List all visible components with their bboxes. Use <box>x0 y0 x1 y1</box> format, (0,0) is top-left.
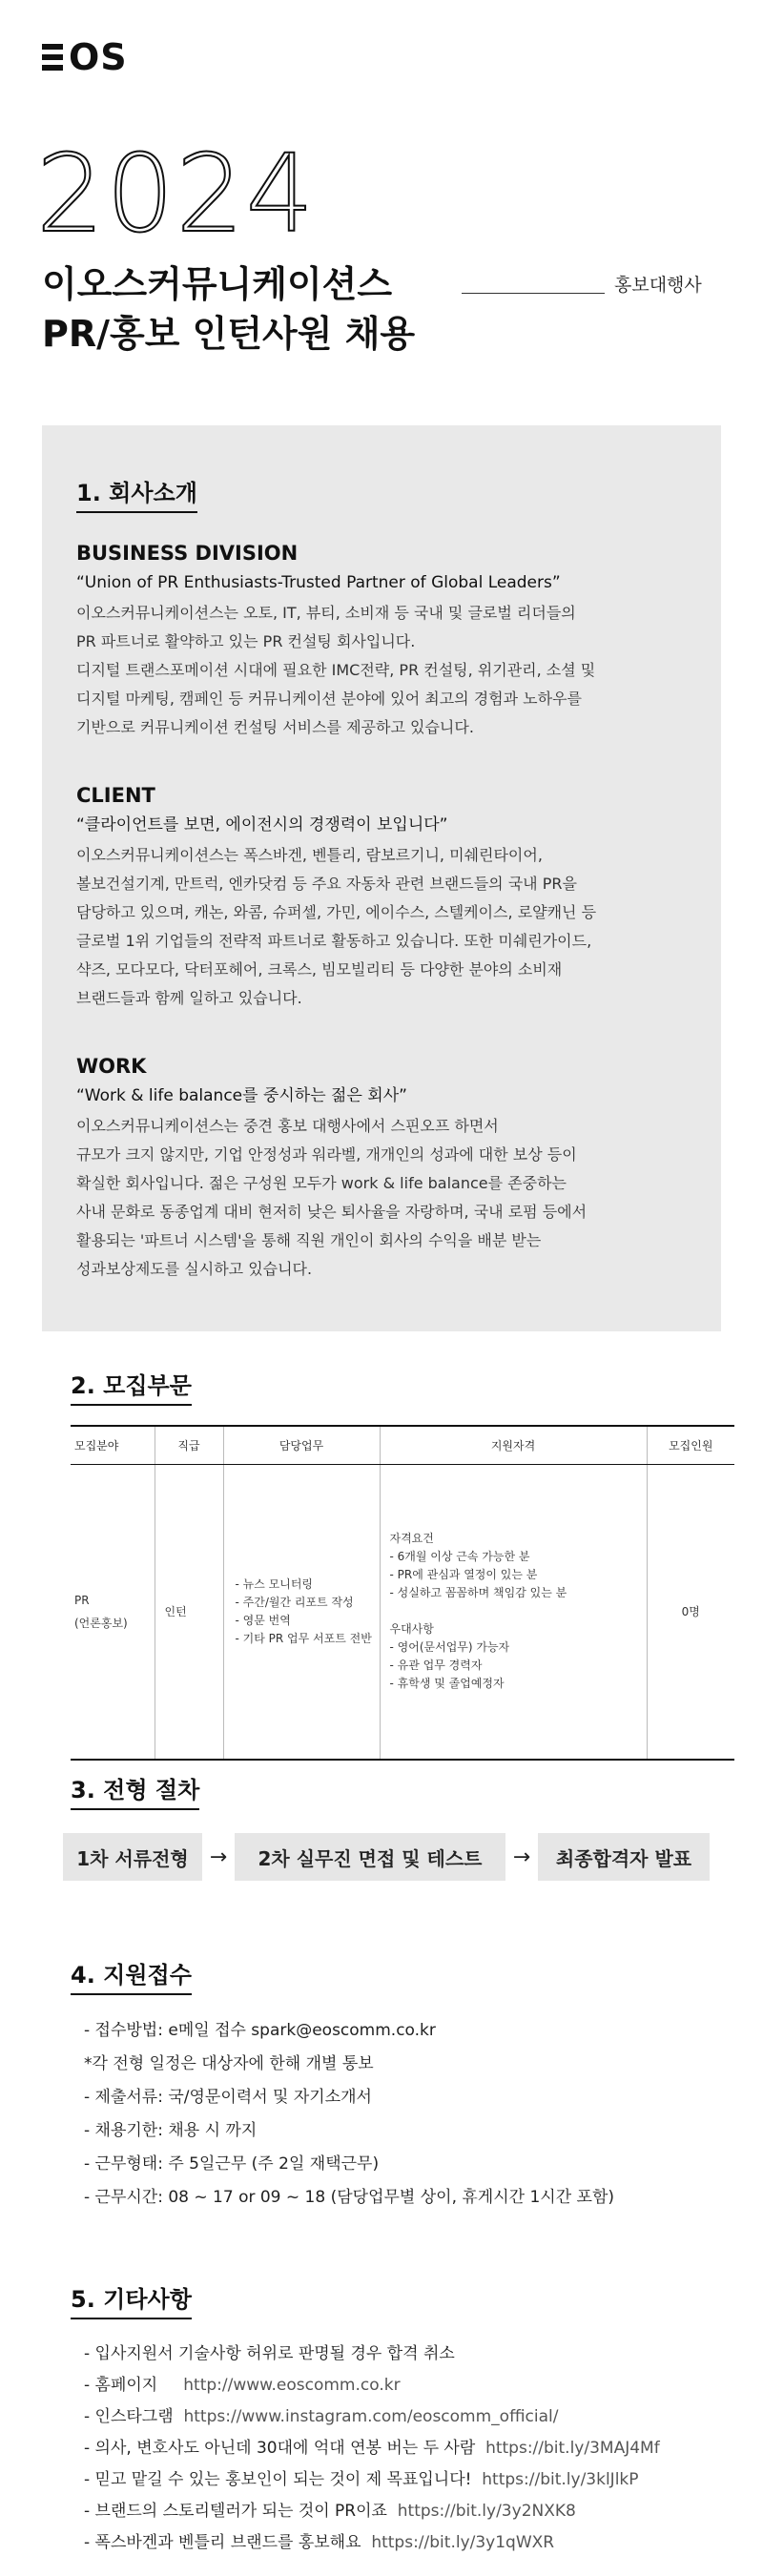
article-link[interactable]: https://bit.ly/3klJlkP <box>482 2470 639 2489</box>
instagram-link[interactable]: https://www.instagram.com/eoscomm_official/ <box>183 2407 559 2426</box>
page-title <box>42 259 415 359</box>
list-item <box>84 2496 660 2527</box>
pref-item: - 휴학생 및 졸업예정자 <box>389 1677 505 1691</box>
apply-work-type: - 근무형태: 주 5일근무 (주 2일 재택근무) <box>84 2154 380 2174</box>
apply-method: - 접수방법: e메일 접수 spark@eoscomm.co.kr <box>84 2021 436 2040</box>
article-link[interactable]: https://bit.ly/3y2NXK8 <box>397 2502 576 2521</box>
business-line: 디지털 마케팅, 캠페인 등 커뮤니케이션 분야에 있어 최고의 경험과 노하우를 <box>76 690 582 708</box>
client-line: 이오스커뮤니케이션스는 폭스바겐, 벤틀리, 람보르기니, 미쉐린타이어, <box>76 846 543 864</box>
work-line: 활용되는 '파트너 시스템'을 통해 직원 개인이 회사의 수익을 배분 받는 <box>76 1231 542 1249</box>
apply-work-hours: - 근무시간: 08 ~ 17 or 09 ~ 18 (담당업무별 상이, 휴게시간 1시간 포함) <box>84 2188 615 2207</box>
work-text <box>76 1112 683 1284</box>
qual-item: - PR에 관심과 열정이 있는 분 <box>389 1568 538 1582</box>
work-line: 규모가 크지 않지만, 기업 안정성과 워라벨, 개개인의 성과에 대한 보상 등이 <box>76 1145 577 1164</box>
section-title-recruit: 2. 모집부문 <box>71 1371 192 1406</box>
etc-text: - 홈페이지 <box>84 2376 158 2395</box>
apply-deadline: - 채용기한: 채용 시 까지 <box>84 2121 258 2140</box>
pref-item: - 유관 업무 경력자 <box>389 1659 483 1673</box>
recruit-table <box>71 1425 734 1761</box>
step-final-announcement: 최종합격자 발표 <box>538 1833 710 1881</box>
business-line: PR 파트너로 활약하고 있는 PR 컨설팅 회사입니다. <box>76 632 416 650</box>
work-line: 이오스커뮤니케이션스는 중견 홍보 대행사에서 스핀오프 하면서 <box>76 1117 499 1135</box>
pref-heading: 우대사항 <box>389 1622 434 1637</box>
business-line: 이오스커뮤니케이션스는 오토, IT, 뷰티, 소비재 등 국내 및 글로벌 리더들의 <box>76 604 576 622</box>
cell-count: 0명 <box>647 1464 734 1760</box>
client-line: 볼보건설기계, 만트럭, 엔카닷컴 등 주요 자동차 관련 브랜드들의 국내 PR을 <box>76 875 577 893</box>
work-heading: WORK <box>76 1055 147 1078</box>
column-header: 모집인원 <box>647 1426 734 1464</box>
pref-item: - 영어(문서업무) 가능자 <box>389 1640 510 1655</box>
work-line: 사내 문화로 동종업계 대비 현저히 낮은 퇴사율을 자랑하며, 국내 로펌 등에서 <box>76 1203 588 1221</box>
eos-logo <box>42 38 128 76</box>
etc-text: - 믿고 맡길 수 있는 홍보인이 되는 것이 제 목표입니다! <box>84 2470 472 2489</box>
work-line: 성과보상제도를 실시하고 있습니다. <box>76 1260 313 1278</box>
step-interview-test: 2차 실무진 면접 및 테스트 <box>235 1833 505 1881</box>
duty-item: - 뉴스 모니터링 <box>235 1577 314 1591</box>
arrow-right-icon: → <box>209 1844 228 1869</box>
company-intro-section <box>42 425 721 1331</box>
etc-text: - 입사지원서 기술사항 허위로 판명될 경우 합격 취소 <box>84 2344 455 2363</box>
qual-item: - 성실하고 꼼꼼하며 책임감 있는 분 <box>389 1586 567 1600</box>
list-item <box>84 2433 660 2464</box>
column-header: 지원자격 <box>380 1426 647 1464</box>
client-line: 담당하고 있으며, 캐논, 와콤, 슈퍼셀, 가민, 에이수스, 스텔케이스, 로얄캐닌 등 <box>76 903 597 921</box>
homepage-link[interactable]: http://www.eoscomm.co.kr <box>183 2376 401 2395</box>
section-title-etc: 5. 기타사항 <box>71 2285 192 2319</box>
client-quote: “클라이언트를 보면, 에이전시의 경쟁력이 보입니다” <box>76 815 448 835</box>
apply-info-list <box>84 2014 614 2215</box>
cell-qualifications <box>380 1464 647 1760</box>
work-block <box>76 1051 683 1284</box>
etc-text: - 브랜드의 스토리텔러가 되는 것이 PR이죠 <box>84 2502 387 2521</box>
client-line: 샥즈, 모다모다, 닥터포헤어, 크록스, 빔모빌리티 등 다양한 분야의 소비재 <box>76 960 563 979</box>
field-sub: (언론홍보) <box>74 1616 128 1630</box>
agency-divider <box>462 293 605 294</box>
work-line: 확실한 회사입니다. 젊은 구성원 모두가 work & life balance를 존중하는 <box>76 1174 567 1192</box>
business-text <box>76 599 683 742</box>
field-name: PR <box>74 1593 90 1607</box>
process-steps <box>63 1833 710 1881</box>
etc-text: - 폭스바겐과 벤틀리 브랜드를 홍보해요 <box>84 2533 361 2552</box>
client-line: 브랜드들과 함께 일하고 있습니다. <box>76 989 302 1007</box>
column-header: 담당업무 <box>223 1426 380 1464</box>
table-row <box>71 1464 734 1760</box>
logo-e-mark <box>42 44 63 71</box>
etc-text: - 인스타그램 <box>84 2407 174 2426</box>
business-line: 디지털 트랜스포메이션 시대에 필요한 IMC전략, PR 컨설팅, 위기관리, 소셜 및 <box>76 661 596 679</box>
business-heading: BUSINESS DIVISION <box>76 542 299 565</box>
qual-item: - 6개월 이상 근속 가능한 분 <box>389 1550 530 1564</box>
business-line: 기반으로 커뮤니케이션 컨설팅 서비스를 제공하고 있습니다. <box>76 718 474 736</box>
step-document-screening: 1차 서류전형 <box>63 1833 202 1881</box>
section-title-apply: 4. 지원접수 <box>71 1961 192 1995</box>
apply-note: *각 전형 일정은 대상자에 한해 개별 통보 <box>84 2054 374 2073</box>
client-line: 글로벌 1위 기업들의 전략적 파트너로 활동하고 있습니다. 또한 미쉐린가이드, <box>76 932 592 950</box>
duty-item: - 주간/월간 리포트 작성 <box>235 1595 354 1609</box>
qual-spacer <box>390 1602 647 1620</box>
list-item <box>84 2401 660 2433</box>
etc-info-list <box>84 2339 660 2559</box>
client-heading: CLIENT <box>76 784 155 807</box>
column-header: 직급 <box>155 1426 223 1464</box>
duty-item: - 영문 번역 <box>235 1613 291 1627</box>
client-text <box>76 841 683 1013</box>
arrow-right-icon: → <box>512 1844 531 1869</box>
etc-text: - 의사, 변호사도 아닌데 30대에 억대 연봉 버는 두 사람 <box>84 2439 476 2458</box>
agency-label: 홍보대행사 <box>614 275 702 296</box>
title-position: PR/홍보 인턴사원 채용 <box>42 313 416 355</box>
list-item <box>84 2339 660 2370</box>
qual-heading: 자격요건 <box>389 1532 434 1546</box>
list-item <box>84 2527 660 2559</box>
section-title-process: 3. 전형 절차 <box>71 1776 199 1810</box>
list-item <box>84 2370 660 2401</box>
cell-duties <box>223 1464 380 1760</box>
cell-field <box>71 1464 155 1760</box>
apply-documents: - 제출서류: 국/영문이력서 및 자기소개서 <box>84 2088 372 2107</box>
year-heading: 2024 <box>36 133 317 257</box>
business-quote: “Union of PR Enthusiasts-Trusted Partner of Global Leaders” <box>76 573 561 592</box>
table-header-row <box>71 1426 734 1464</box>
section-title-intro: 1. 회사소개 <box>76 479 197 513</box>
article-link[interactable]: https://bit.ly/3MAJ4Mf <box>485 2439 660 2458</box>
client-block <box>76 780 683 1013</box>
column-header: 모집분야 <box>71 1426 155 1464</box>
logo-text: OS <box>69 36 128 78</box>
work-quote: “Work & life balance를 중시하는 젊은 회사” <box>76 1086 407 1105</box>
title-company: 이오스커뮤니케이션스 <box>42 263 393 305</box>
list-item <box>84 2464 660 2496</box>
business-division-block <box>76 538 683 742</box>
cell-rank: 인턴 <box>155 1464 223 1760</box>
duty-item: - 기타 PR 업무 서포트 전반 <box>235 1631 372 1645</box>
article-link[interactable]: https://bit.ly/3y1qWXR <box>371 2533 555 2552</box>
